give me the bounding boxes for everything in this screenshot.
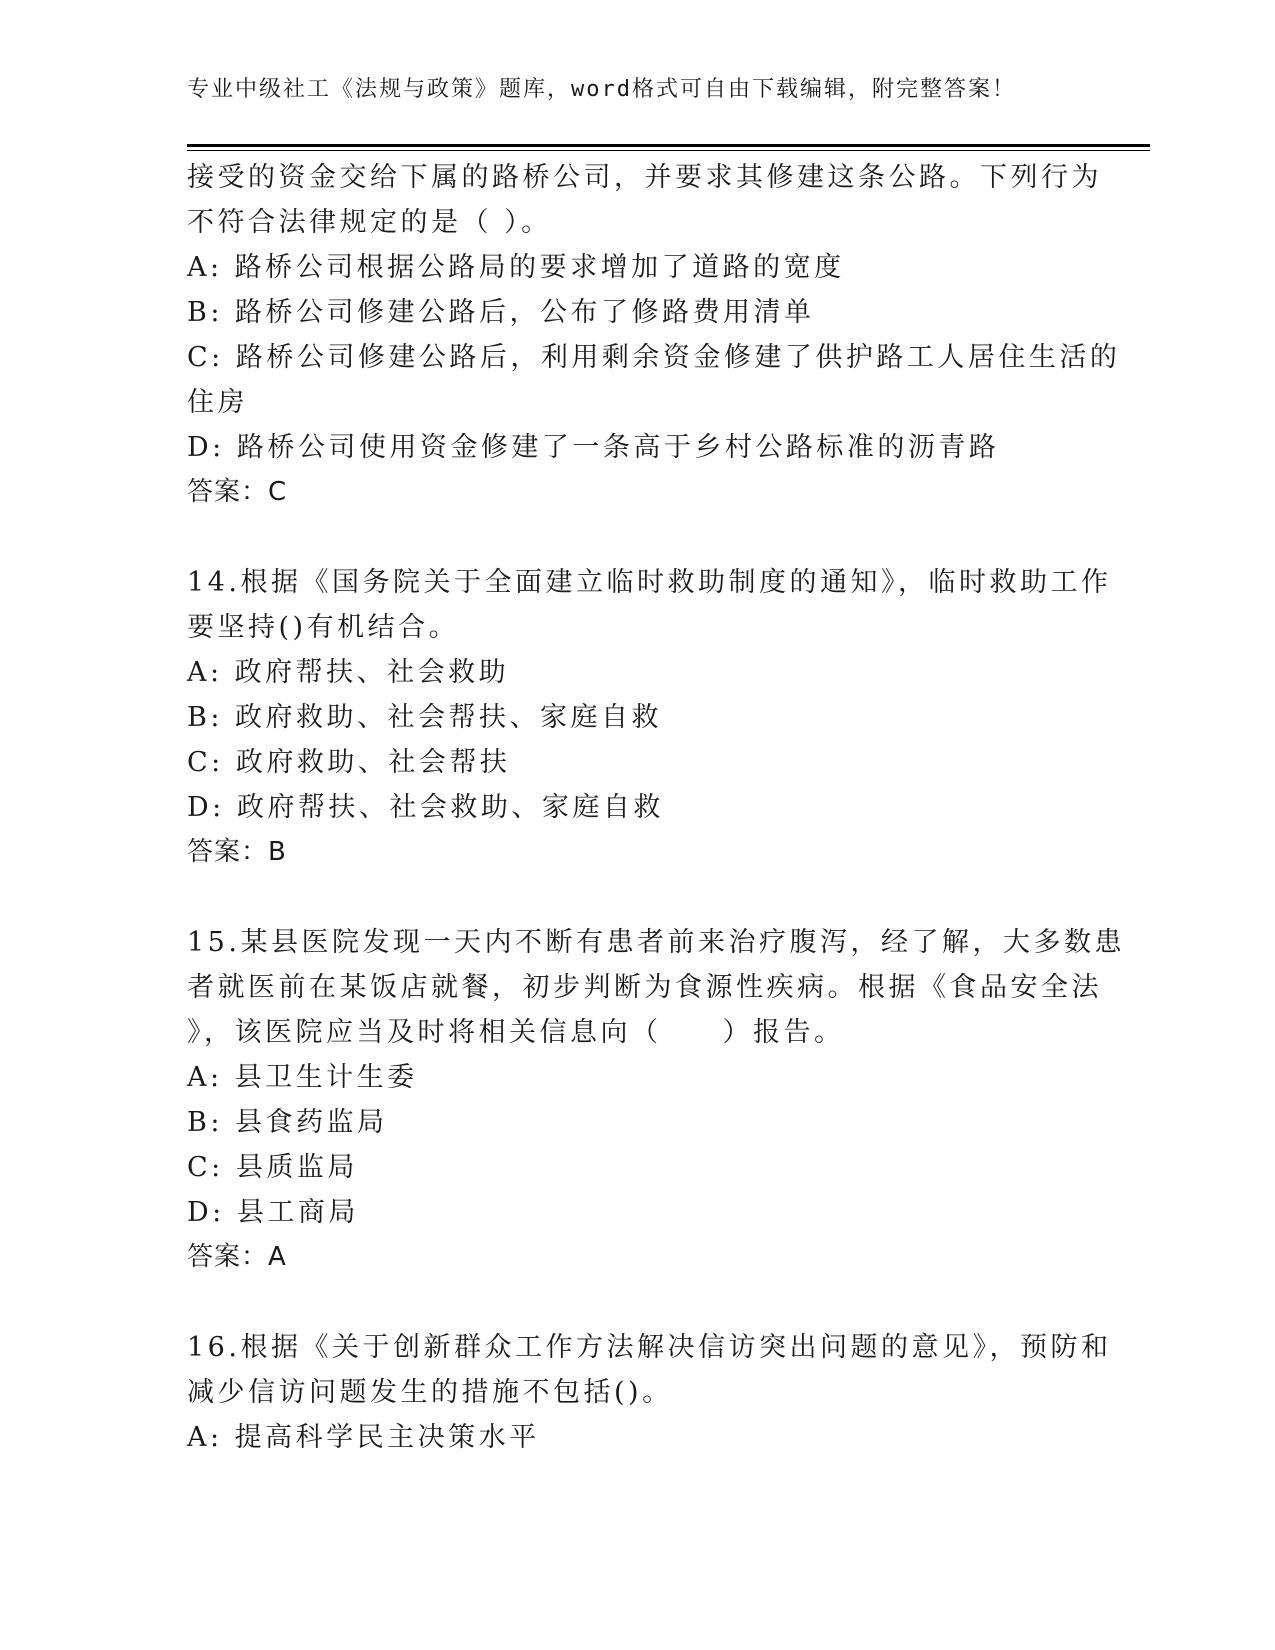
question-stem-line: 要坚持()有机结合。 <box>187 612 460 643</box>
question-stem-line: 减少信访问题发生的措施不包括()。 <box>187 1377 673 1408</box>
spacer <box>187 1280 1087 1325</box>
question-16 <box>187 1325 1112 1460</box>
option-b: B: 路桥公司修建公路后，公布了修路费用清单 <box>187 297 815 328</box>
option-c: C: 政府救助、社会帮扶 <box>187 747 511 778</box>
question-15 <box>187 920 1125 1280</box>
question-stem-line: 》，该医院应当及时将相关信息向（ ）报告。 <box>187 1017 845 1048</box>
question-stem-line: 16.根据《关于创新群众工作方法解决信访突出问题的意见》，预防和 <box>187 1332 1112 1363</box>
option-a: A: 路桥公司根据公路局的要求增加了道路的宽度 <box>187 252 845 283</box>
option-a: A: 提高科学民主决策水平 <box>187 1422 540 1453</box>
page-header: 专业中级社工《法规与政策》题库，word格式可自由下载编辑，附完整答案！ <box>187 77 1016 102</box>
option-c: C: 县质监局 <box>187 1152 358 1183</box>
answer-label: 答案：B <box>187 837 287 867</box>
question-stem-line: 者就医前在某饭店就餐，初步判断为食源性疾病。根据《食品安全法 <box>187 972 1102 1003</box>
question-stem-line: 不符合法律规定的是（ ）。 <box>187 207 552 238</box>
option-b: B: 县食药监局 <box>187 1107 388 1138</box>
option-d: D: 政府帮扶、社会救助、家庭自救 <box>187 792 664 823</box>
option-a: A: 政府帮扶、社会救助 <box>187 657 510 688</box>
question-stem-line: 14.根据《国务院关于全面建立临时救助制度的通知》，临时救助工作 <box>187 567 1112 598</box>
question-stem-line: 15.某县医院发现一天内不断有患者前来治疗腹泻，经了解，大多数患 <box>187 927 1125 958</box>
answer-label: 答案：C <box>187 477 288 507</box>
question-13 <box>187 155 1121 515</box>
option-c-continued: 住房 <box>187 387 248 418</box>
question-list <box>187 155 1125 1460</box>
option-b: B: 政府救助、社会帮扶、家庭自救 <box>187 702 663 733</box>
spacer <box>187 515 1087 560</box>
option-d: D: 县工商局 <box>187 1197 359 1228</box>
option-d: D: 路桥公司使用资金修建了一条高于乡村公路标准的沥青路 <box>187 432 1000 463</box>
answer-label: 答案：A <box>187 1242 287 1272</box>
option-c: C: 路桥公司修建公路后，利用剩余资金修建了供护路工人居住生活的 <box>187 342 1121 373</box>
spacer <box>187 875 1087 920</box>
option-a: A: 县卫生计生委 <box>187 1062 418 1093</box>
question-stem-line: 接受的资金交给下属的路桥公司，并要求其修建这条公路。下列行为 <box>187 162 1102 193</box>
header-rule-thick <box>187 144 1150 147</box>
question-14 <box>187 560 1112 875</box>
header-rule-thin <box>187 150 1150 151</box>
